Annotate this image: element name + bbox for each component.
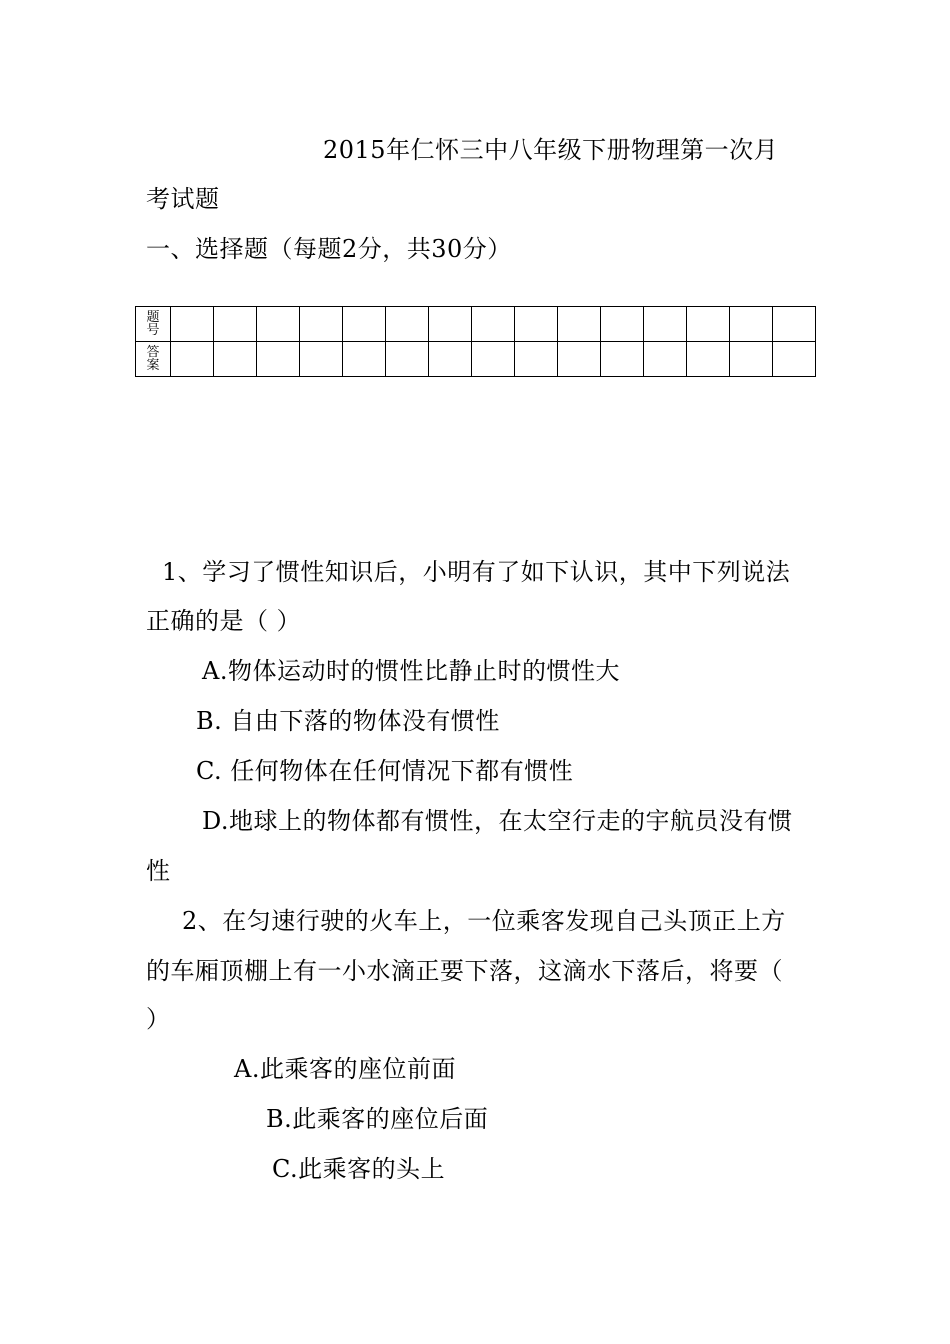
answer-cell[interactable] — [515, 342, 558, 377]
answer-cell[interactable] — [300, 307, 343, 342]
section-heading: 一、选择题（每题2分，共30分） — [146, 235, 512, 263]
answer-cell[interactable] — [257, 342, 300, 377]
answer-cell[interactable] — [214, 342, 257, 377]
answer-cell[interactable] — [687, 307, 730, 342]
answer-cell[interactable] — [472, 307, 515, 342]
answer-cell[interactable] — [257, 307, 300, 342]
question-1-option-d-line2: 性 — [146, 857, 171, 885]
question-2-stem-line3: ） — [146, 1005, 171, 1033]
answer-cell[interactable] — [558, 342, 601, 377]
answer-grid — [135, 306, 816, 377]
answer-cell[interactable] — [644, 307, 687, 342]
question-2-option-b: B.此乘客的座位后面 — [266, 1105, 489, 1133]
answer-cell[interactable] — [730, 342, 773, 377]
question-2-option-c: C.此乘客的头上 — [272, 1155, 446, 1183]
answer-cell[interactable] — [730, 307, 773, 342]
answer-cell[interactable] — [386, 342, 429, 377]
answer-cell[interactable] — [601, 307, 644, 342]
question-2-stem-line2: 的车厢顶棚上有一小水滴正要下落，这滴水下落后，将要（ — [146, 957, 783, 985]
answer-cell[interactable] — [343, 342, 386, 377]
answer-grid-row-number — [136, 307, 816, 342]
exam-title-line1: 2015年仁怀三中八年级下册物理第一次月 — [323, 136, 779, 164]
answer-cell[interactable] — [558, 307, 601, 342]
answer-cell[interactable] — [429, 307, 472, 342]
question-1-option-d-line1: D.地球上的物体都有惯性，在太空行走的宇航员没有惯 — [202, 807, 793, 835]
answer-grid-row-answer — [136, 342, 816, 377]
answer-cell[interactable] — [773, 307, 816, 342]
question-2-option-a: A.此乘客的座位前面 — [234, 1055, 456, 1083]
answer-cell[interactable] — [773, 342, 816, 377]
answer-cell[interactable] — [386, 307, 429, 342]
answer-cell[interactable] — [171, 307, 214, 342]
question-1-option-a: A.物体运动时的惯性比静止时的惯性大 — [202, 657, 620, 685]
answer-cell[interactable] — [171, 342, 214, 377]
answer-cell[interactable] — [601, 342, 644, 377]
answer-cell[interactable] — [687, 342, 730, 377]
answer-grid-row2-label: 答案 — [136, 342, 171, 377]
answer-cell[interactable] — [300, 342, 343, 377]
answer-grid-row1-label: 题号 — [136, 307, 171, 342]
question-1-stem-line2: 正确的是（ ） — [146, 607, 302, 635]
answer-cell[interactable] — [429, 342, 472, 377]
answer-cell[interactable] — [214, 307, 257, 342]
question-1-option-b: B. 自由下落的物体没有惯性 — [196, 707, 500, 735]
question-2-stem-line1: 2、在匀速行驶的火车上，一位乘客发现自己头顶正上方 — [182, 907, 786, 935]
answer-cell[interactable] — [515, 307, 558, 342]
question-1-option-c: C. 任何物体在任何情况下都有惯性 — [196, 757, 574, 785]
exam-title-line2: 考试题 — [146, 185, 220, 213]
answer-cell[interactable] — [472, 342, 515, 377]
answer-cell[interactable] — [644, 342, 687, 377]
question-1-stem-line1: 1、学习了惯性知识后，小明有了如下认识，其中下列说法 — [162, 558, 791, 586]
answer-cell[interactable] — [343, 307, 386, 342]
